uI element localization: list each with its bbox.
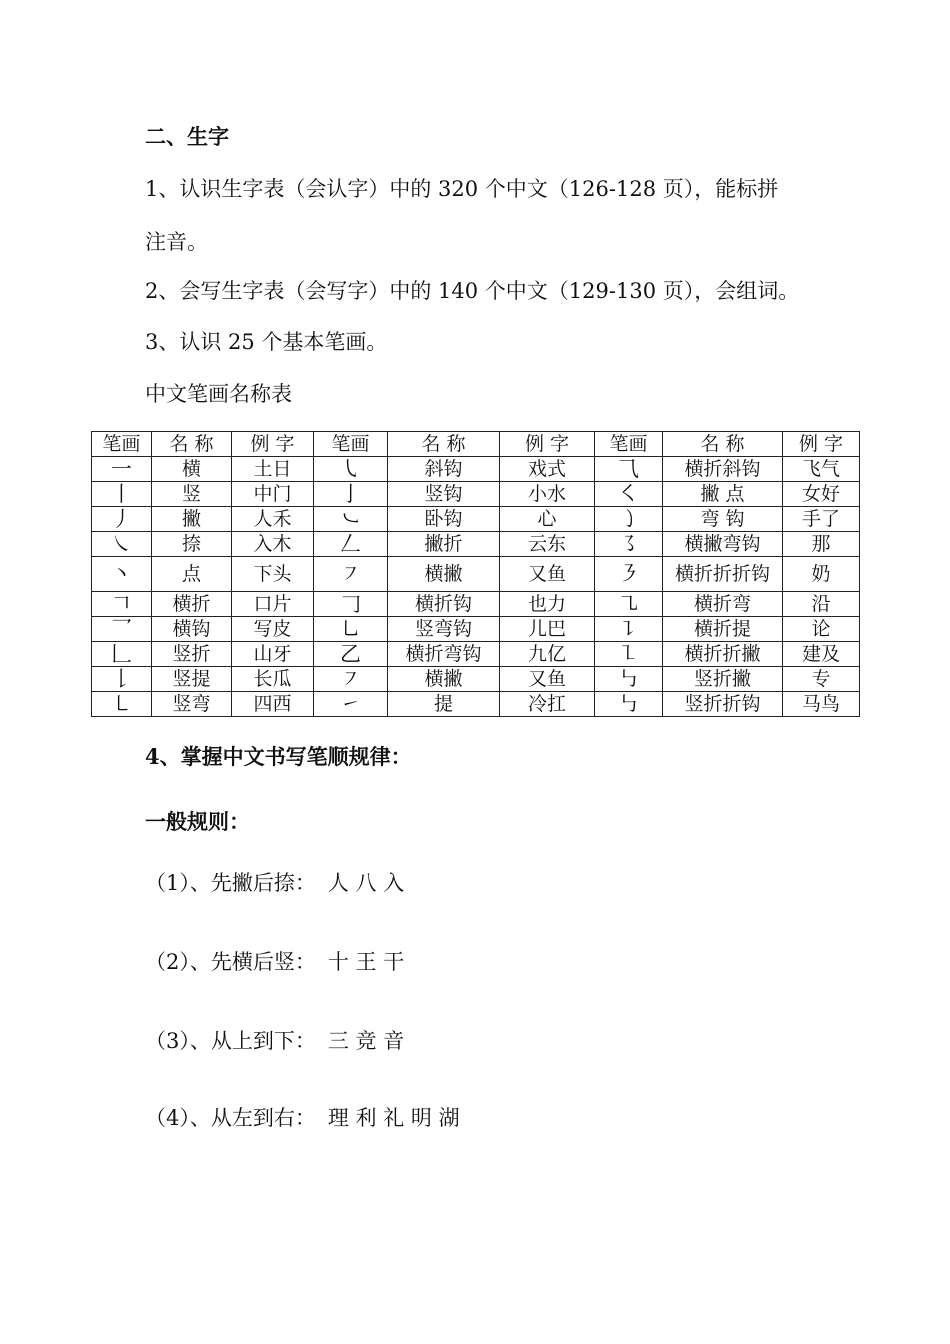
rule-examples: 十 王 干 xyxy=(327,950,405,974)
example-chars-cell: 飞气 xyxy=(783,457,860,482)
header-cell: 名 称 xyxy=(388,432,500,457)
item-2: 2、会写生字表（会写字）中的 140 个中文（129-130 页），会组词。 xyxy=(145,279,800,303)
stroke-names-table xyxy=(91,431,860,717)
table-row xyxy=(92,692,860,717)
rule-label: （3）、从上到下： xyxy=(145,1029,316,1053)
general-rules-title: 一般规则： xyxy=(145,809,250,834)
header-cell: 名 称 xyxy=(663,432,783,457)
example-chars-cell: 奶 xyxy=(783,557,860,592)
stroke-name-cell: 横撇 xyxy=(388,667,500,692)
stroke-glyph-cell: 乙 xyxy=(314,642,388,667)
rule-examples: 人 八 入 xyxy=(327,871,405,895)
stroke-name-cell: 竖弯 xyxy=(152,692,232,717)
rule-examples: 三 竞 音 xyxy=(327,1029,405,1053)
rule-label: （1）、先撇后捺： xyxy=(145,871,316,895)
stroke-glyph-cell: ㇉ xyxy=(595,667,663,692)
example-chars-cell: 沿 xyxy=(783,592,860,617)
item-3: 3、认识 25 个基本笔画。 xyxy=(145,330,388,354)
example-chars-cell: 儿巴 xyxy=(500,617,595,642)
header-cell: 例 字 xyxy=(232,432,314,457)
stroke-name-cell: 横折钩 xyxy=(388,592,500,617)
stroke-name-cell: 竖折撇 xyxy=(663,667,783,692)
stroke-glyph-cell: ㇉ xyxy=(595,692,663,717)
stroke-glyph-cell: ㇃ xyxy=(314,507,388,532)
rule-1 xyxy=(145,869,404,897)
example-chars-cell: 写皮 xyxy=(232,617,314,642)
stroke-name-cell: 竖折 xyxy=(152,642,232,667)
stroke-glyph-cell: ㇅ xyxy=(595,642,663,667)
example-chars-cell: 手了 xyxy=(783,507,860,532)
stroke-glyph-cell: ㇋ xyxy=(595,557,663,592)
example-chars-cell: 云东 xyxy=(500,532,595,557)
stroke-glyph-cell: ㇂ xyxy=(314,457,388,482)
table-row xyxy=(92,532,860,557)
table-row xyxy=(92,457,860,482)
stroke-glyph-cell: 亅 xyxy=(314,482,388,507)
example-chars-cell: 马鸟 xyxy=(783,692,860,717)
stroke-name-cell: 竖提 xyxy=(152,667,232,692)
stroke-name-cell: 撇 xyxy=(152,507,232,532)
rule-3 xyxy=(145,1027,404,1055)
stroke-name-cell: 提 xyxy=(388,692,500,717)
example-chars-cell: 又鱼 xyxy=(500,667,595,692)
stroke-glyph-cell: ㇇ xyxy=(314,557,388,592)
example-chars-cell: 论 xyxy=(783,617,860,642)
stroke-glyph-cell: ㇏ xyxy=(92,532,152,557)
stroke-name-cell: 捺 xyxy=(152,532,232,557)
stroke-glyph-cell: ㇇ xyxy=(314,667,388,692)
rule-2 xyxy=(145,948,404,976)
stroke-glyph-cell: 乛 xyxy=(92,617,152,642)
stroke-glyph-cell: 丿 xyxy=(92,507,152,532)
stroke-glyph-cell: ㇄ xyxy=(92,692,152,717)
stroke-glyph-cell: ㇟ xyxy=(314,617,388,642)
stroke-glyph-cell: ㇛ xyxy=(595,482,663,507)
stroke-glyph-cell: 𠃌 xyxy=(314,592,388,617)
example-chars-cell: 口片 xyxy=(232,592,314,617)
table-row xyxy=(92,617,860,642)
stroke-name-cell: 竖钩 xyxy=(388,482,500,507)
stroke-glyph-cell: ㇌ xyxy=(595,532,663,557)
example-chars-cell: 土日 xyxy=(232,457,314,482)
stroke-name-cell: 横撇 xyxy=(388,557,500,592)
stroke-name-cell: 撇折 xyxy=(388,532,500,557)
header-cell: 笔画 xyxy=(314,432,388,457)
stroke-glyph-cell: 𠄌 xyxy=(92,667,152,692)
stroke-name-cell: 横折提 xyxy=(663,617,783,642)
example-chars-cell: 女好 xyxy=(783,482,860,507)
stroke-name-cell: 横撇弯钩 xyxy=(663,532,783,557)
example-chars-cell: 长瓜 xyxy=(232,667,314,692)
example-chars-cell: 也力 xyxy=(500,592,595,617)
stroke-name-cell: 横折弯 xyxy=(663,592,783,617)
stroke-name-cell: 横钩 xyxy=(152,617,232,642)
stroke-glyph-cell: ㇀ xyxy=(314,692,388,717)
item-1-line-1: 1、认识生字表（会认字）中的 320 个中文（126-128 页），能标拼 xyxy=(145,177,779,201)
stroke-name-cell: 横 xyxy=(152,457,232,482)
stroke-glyph-cell: 𠃊 xyxy=(92,642,152,667)
header-cell: 名 称 xyxy=(152,432,232,457)
rule-4 xyxy=(145,1104,460,1132)
rule-examples: 理 利 礼 明 湖 xyxy=(327,1106,460,1130)
stroke-glyph-cell: 丨 xyxy=(92,482,152,507)
stroke-name-cell: 横折斜钩 xyxy=(663,457,783,482)
example-chars-cell: 九亿 xyxy=(500,642,595,667)
stroke-glyph-cell: 𠃍 xyxy=(92,592,152,617)
example-chars-cell: 冷扛 xyxy=(500,692,595,717)
stroke-glyph-cell: ㇊ xyxy=(595,617,663,642)
stroke-glyph-cell: 丶 xyxy=(92,557,152,592)
stroke-name-cell: 横折折撇 xyxy=(663,642,783,667)
example-chars-cell: 又鱼 xyxy=(500,557,595,592)
table-header-row xyxy=(92,432,860,457)
example-chars-cell: 戏式 xyxy=(500,457,595,482)
example-chars-cell: 心 xyxy=(500,507,595,532)
stroke-name-cell: 撇 点 xyxy=(663,482,783,507)
section-heading: 二、生字 xyxy=(145,124,229,149)
stroke-name-cell: 竖 xyxy=(152,482,232,507)
example-chars-cell: 山牙 xyxy=(232,642,314,667)
stroke-glyph-cell: 𠃋 xyxy=(314,532,388,557)
header-cell: 笔画 xyxy=(595,432,663,457)
table-title: 中文笔画名称表 xyxy=(145,382,292,406)
table-row xyxy=(92,507,860,532)
table-body xyxy=(92,457,860,717)
example-chars-cell: 中门 xyxy=(232,482,314,507)
example-chars-cell: 建及 xyxy=(783,642,860,667)
example-chars-cell: 人禾 xyxy=(232,507,314,532)
table-row xyxy=(92,667,860,692)
table-row xyxy=(92,557,860,592)
stroke-glyph-cell: 一 xyxy=(92,457,152,482)
stroke-name-cell: 弯 钩 xyxy=(663,507,783,532)
example-chars-cell: 四西 xyxy=(232,692,314,717)
stroke-name-cell: 竖折折钩 xyxy=(663,692,783,717)
header-cell: 例 字 xyxy=(783,432,860,457)
example-chars-cell: 入木 xyxy=(232,532,314,557)
stroke-name-cell: 卧钩 xyxy=(388,507,500,532)
stroke-name-cell: 横折弯钩 xyxy=(388,642,500,667)
header-cell: 笔画 xyxy=(92,432,152,457)
example-chars-cell: 小水 xyxy=(500,482,595,507)
table-row xyxy=(92,642,860,667)
stroke-glyph-cell: ㇁ xyxy=(595,507,663,532)
section-4-title: 4、掌握中文书写笔顺规律： xyxy=(145,744,412,769)
rule-label: （4）、从左到右： xyxy=(145,1106,316,1130)
table-row xyxy=(92,482,860,507)
example-chars-cell: 那 xyxy=(783,532,860,557)
header-cell: 例 字 xyxy=(500,432,595,457)
stroke-name-cell: 斜钩 xyxy=(388,457,500,482)
stroke-glyph-cell: ⺄ xyxy=(595,457,663,482)
stroke-glyph-cell: ㇈ xyxy=(595,592,663,617)
item-1-line-2: 注音。 xyxy=(145,230,208,254)
stroke-name-cell: 横折 xyxy=(152,592,232,617)
stroke-name-cell: 竖弯钩 xyxy=(388,617,500,642)
example-chars-cell: 专 xyxy=(783,667,860,692)
example-chars-cell: 下头 xyxy=(232,557,314,592)
table-row xyxy=(92,592,860,617)
stroke-name-cell: 横折折折钩 xyxy=(663,557,783,592)
rule-label: （2）、先横后竖： xyxy=(145,950,316,974)
stroke-name-cell: 点 xyxy=(152,557,232,592)
